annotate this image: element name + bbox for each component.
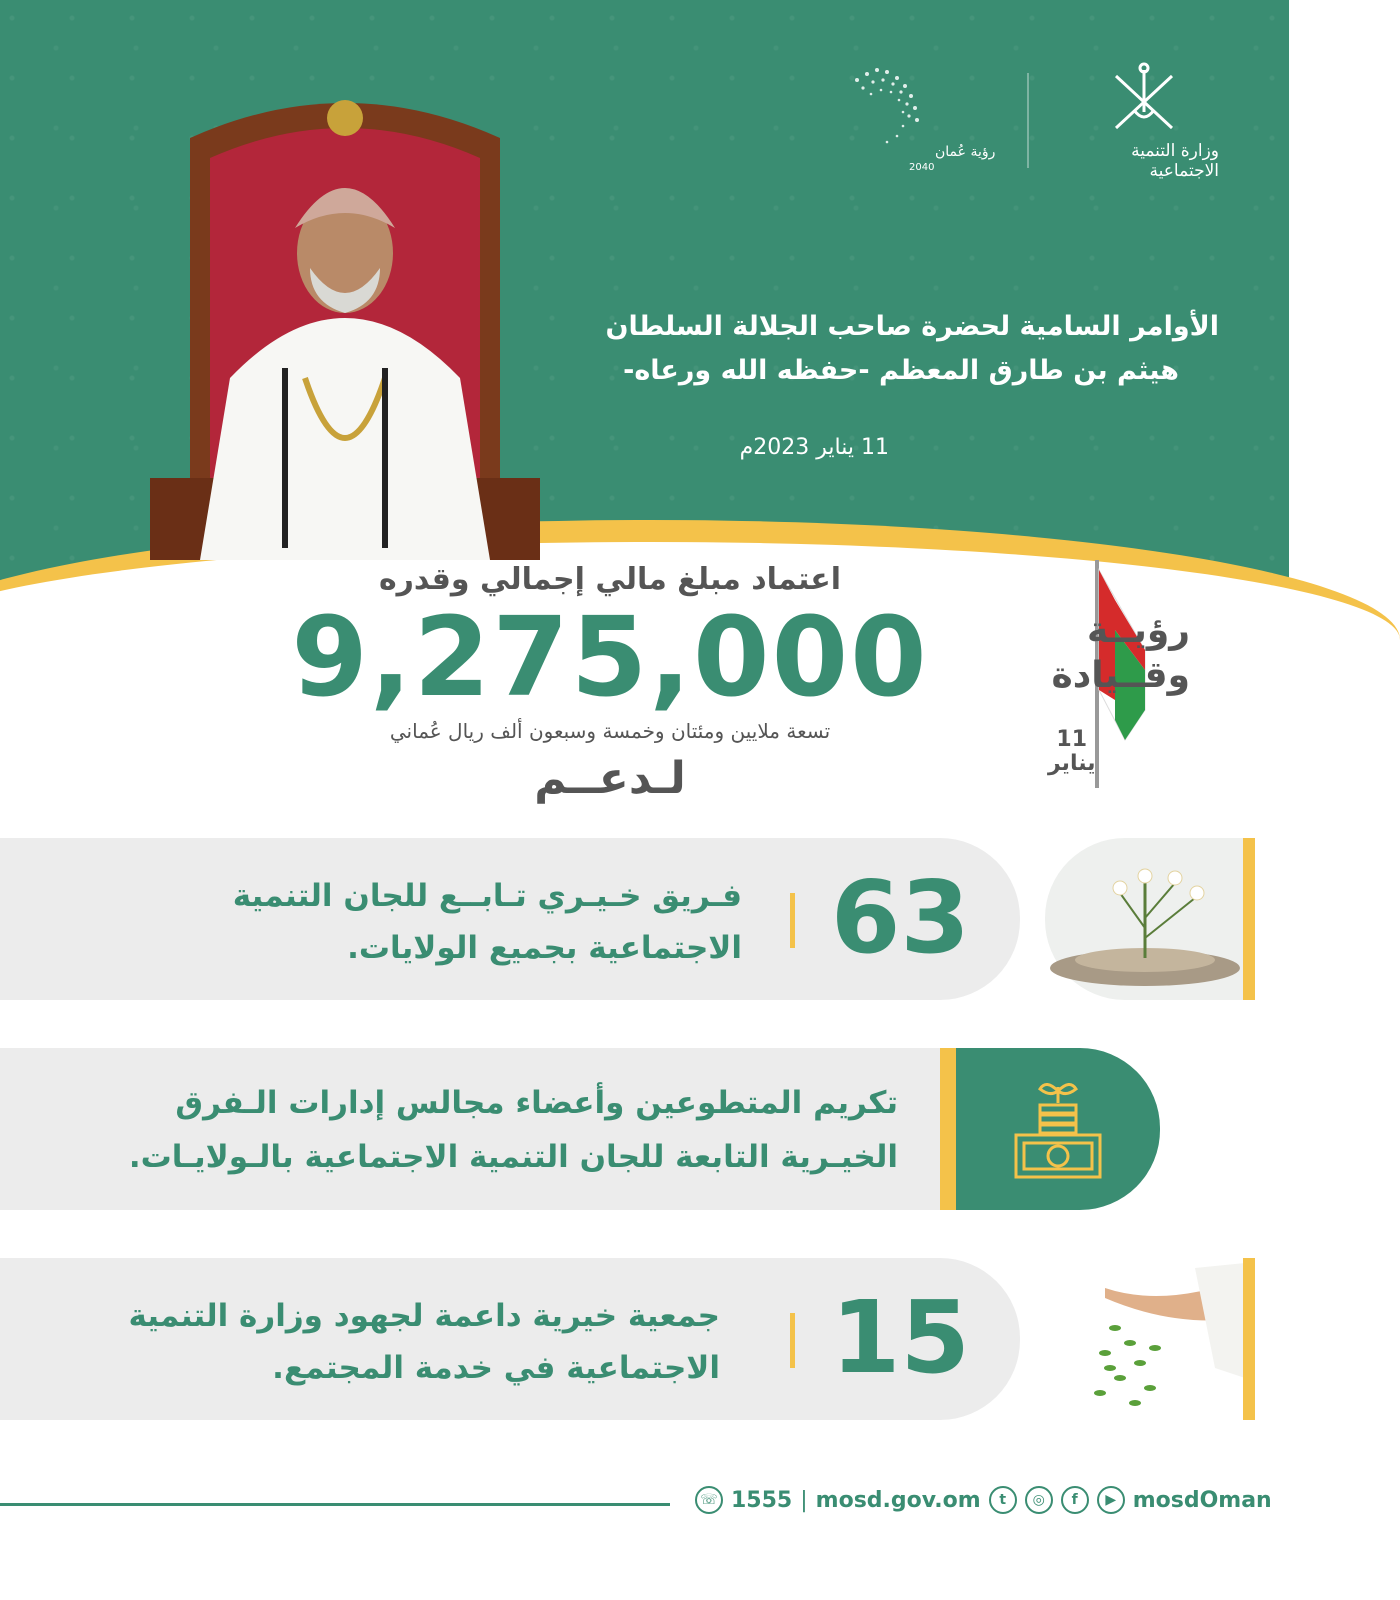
item-text (0, 1290, 720, 1394)
vision-logo-icon (817, 60, 996, 180)
hero-banner (0, 0, 1289, 640)
amount-block (290, 562, 930, 804)
footer-separator: | (800, 1487, 808, 1513)
money-growth-icon (1008, 1073, 1108, 1183)
decree-date: 11 يناير 2023م (739, 435, 889, 460)
phone-icon: ☏ (695, 1486, 723, 1514)
hand-leaves-image (1045, 1258, 1255, 1420)
portrait-illustration (150, 78, 540, 560)
badge-title-leadership: وقــيادة (1051, 655, 1190, 696)
decree-title-line1: الأوامر السامية لحضرة صاحب الجلالة السلطان (605, 311, 1219, 342)
logo-divider (1027, 73, 1029, 168)
youtube-icon[interactable]: ▶ (1097, 1486, 1125, 1514)
svg-text:2040: 2040 (909, 162, 935, 173)
item-text-line2: الاجتماعية بجميع الولايات. (347, 930, 742, 966)
item-text-line2: الخيـرية التابعة للجان التنمية الاجتماعية بالـولايـات. (128, 1139, 898, 1175)
facebook-icon[interactable]: f (1061, 1486, 1089, 1514)
footer-website[interactable]: mosd.gov.om (815, 1487, 981, 1513)
item-card-volunteer-honor (0, 1048, 1160, 1210)
sultan-portrait (150, 78, 540, 560)
item-text-line2: الاجتماعية في خدمة المجتمع. (272, 1350, 720, 1386)
item-number: 63 (830, 859, 970, 976)
amount-label: اعتماد مبلغ مالي إجمالي وقدره (378, 562, 842, 597)
amount-in-words: تسعة ملايين ومئتان وخمسة وسبعون ألف ريال عُماني (389, 719, 831, 743)
ministry-logo (1069, 60, 1219, 180)
badge-month: يناير (1048, 751, 1096, 776)
item-icon-panel (956, 1048, 1160, 1210)
item-accent (940, 1048, 956, 1210)
khanjar-emblem-icon (1104, 60, 1184, 135)
amount-value: 9,275,000 (291, 593, 929, 721)
footer-phone[interactable]: 1555 (731, 1487, 793, 1513)
support-label: لـدعــم (534, 753, 686, 804)
plant-coins-icon (1045, 838, 1255, 1000)
decree-title-line2: هيثم بن طارق المعظم -حفظه الله ورعاه- (623, 355, 1179, 386)
item-separator (790, 893, 795, 948)
badge-day: 11 (1056, 727, 1088, 752)
ministry-name: وزارة التنمية الاجتماعية (1131, 140, 1219, 181)
item-separator (790, 1313, 795, 1368)
item-card-charity-teams (0, 838, 1020, 1000)
item-text (38, 1076, 898, 1184)
instagram-icon[interactable]: ◎ (1025, 1486, 1053, 1514)
svg-text:رؤية عُمان: رؤية عُمان (935, 144, 996, 160)
item-text-line1: تكريم المتطوعين وأعضاء مجالس إدارات الـفرق (175, 1085, 898, 1121)
item-number: 15 (830, 1279, 970, 1396)
image-accent (1243, 838, 1255, 1000)
decree-block (519, 305, 1219, 460)
hand-leaves-icon (1045, 1258, 1255, 1420)
item-text-line1: فـريق خـيـري تـابــع للجان التنمية (232, 878, 742, 914)
item-card-charity-associations (0, 1258, 1020, 1420)
item-text-line1: جمعية خيرية داعمة لجهود وزارة التنمية (128, 1298, 720, 1334)
image-accent (1243, 1258, 1255, 1420)
plant-coins-image (1045, 838, 1255, 1000)
footer-line (0, 1503, 670, 1506)
badge-title-vision: رؤيــة (1086, 610, 1190, 651)
vision-leadership-badge (1000, 560, 1200, 795)
badge-date (1048, 728, 1095, 776)
item-text (22, 870, 742, 974)
footer-contact (695, 1486, 1272, 1514)
footer-handle[interactable]: mosdOman (1132, 1487, 1272, 1513)
twitter-icon[interactable]: t (989, 1486, 1017, 1514)
header-logos (817, 60, 1219, 180)
footer (0, 1480, 1289, 1540)
oman-vision-2040-logo (817, 60, 996, 180)
